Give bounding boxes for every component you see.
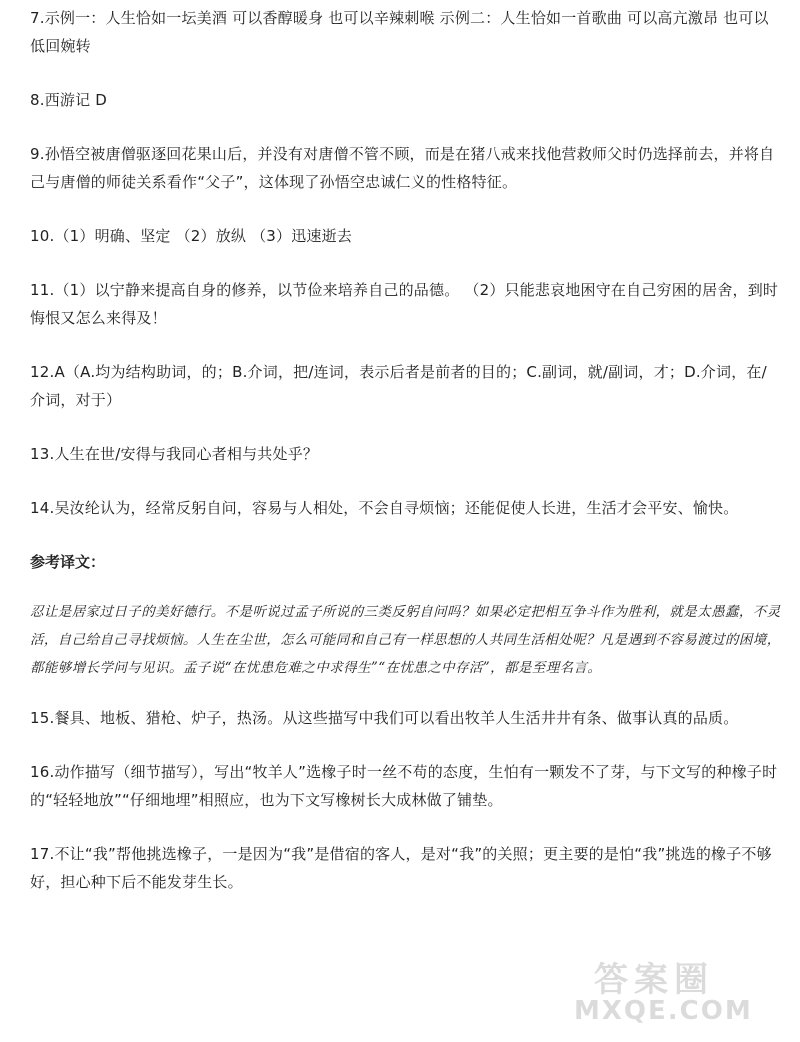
reference-translation-heading: 参考译文： bbox=[30, 553, 106, 571]
answer-16: 16.动作描写（细节描写），写出“牧羊人”选橡子时一丝不苟的态度，生怕有一颗发不了芽，与下文写的种橡子时的“轻轻地放”“仔细地埋”相照应，也为下文写橡树长大成林做了铺垫。 bbox=[30, 763, 778, 809]
answer-10: 10.（1）明确、坚定 （2）放纵 （3）迅速逝去 bbox=[30, 227, 353, 245]
answer-12: 12.A（A.均为结构助词，的；B.介词，把/连词，表示后者是前者的目的；C.副词，就/副词，才；D.介词，在/介词，对于） bbox=[30, 363, 767, 409]
answer-14: 14.吴汝纶认为，经常反躬自问，容易与人相处，不会自寻烦恼；还能促使人长进，生活才会平安、愉快。 bbox=[30, 499, 739, 517]
answer-document bbox=[30, 4, 782, 896]
answer-9: 9.孙悟空被唐僧驱逐回花果山后，并没有对唐僧不管不顾，而是在猪八戒来找他营救师父时仍选择前去，并将自己与唐僧的师徒关系看作“父子”，这体现了孙悟空忠诚仁义的性格特征。 bbox=[30, 145, 775, 191]
watermark-logo-text: 答案圈 bbox=[594, 960, 714, 1000]
answer-11: 11.（1）以宁静来提高自身的修养，以节俭来培养自己的品德。 （2）只能悲哀地困守在自己穷困的居舍，到时悔恨又怎么来得及！ bbox=[30, 281, 779, 327]
site-watermark bbox=[574, 952, 774, 1032]
answer-8: 8.西游记 D bbox=[30, 91, 108, 109]
answer-15: 15.餐具、地板、猎枪、炉子，热汤。从这些描写中我们可以看出牧羊人生活井井有条、做事认真的品质。 bbox=[30, 709, 739, 727]
answer-13: 13.人生在世/安得与我同心者相与共处乎？ bbox=[30, 445, 319, 463]
answer-7: 7.示例一：人生恰如一坛美酒 可以香醇暖身 也可以辛辣刺喉 示例二：人生恰如一首歌曲 可以高亢激昂 也可以低回婉转 bbox=[30, 9, 769, 55]
watermark-domain-text: MXQE.COM bbox=[574, 996, 753, 1026]
reference-translation-text: 忍让是居家过日子的美好德行。不是听说过孟子所说的三类反躬自问吗？如果必定把相互争斗作为胜利，就是太愚蠢，不灵活，自己给自己寻找烦恼。人生在尘世，怎么可能同和自己有一样思想的人共同生活相处呢？凡是遇到不容易渡过的困境，都能够增长学问与见识。孟子说“在忧患危难之中求得生”“在忧患之中存活”，都是至理名言。 bbox=[30, 604, 781, 676]
answer-17: 17.不让“我”帮他挑选橡子，一是因为“我”是借宿的客人，是对“我”的关照；更主要的是怕“我”挑选的橡子不够好，担心种下后不能发芽生长。 bbox=[30, 845, 772, 891]
